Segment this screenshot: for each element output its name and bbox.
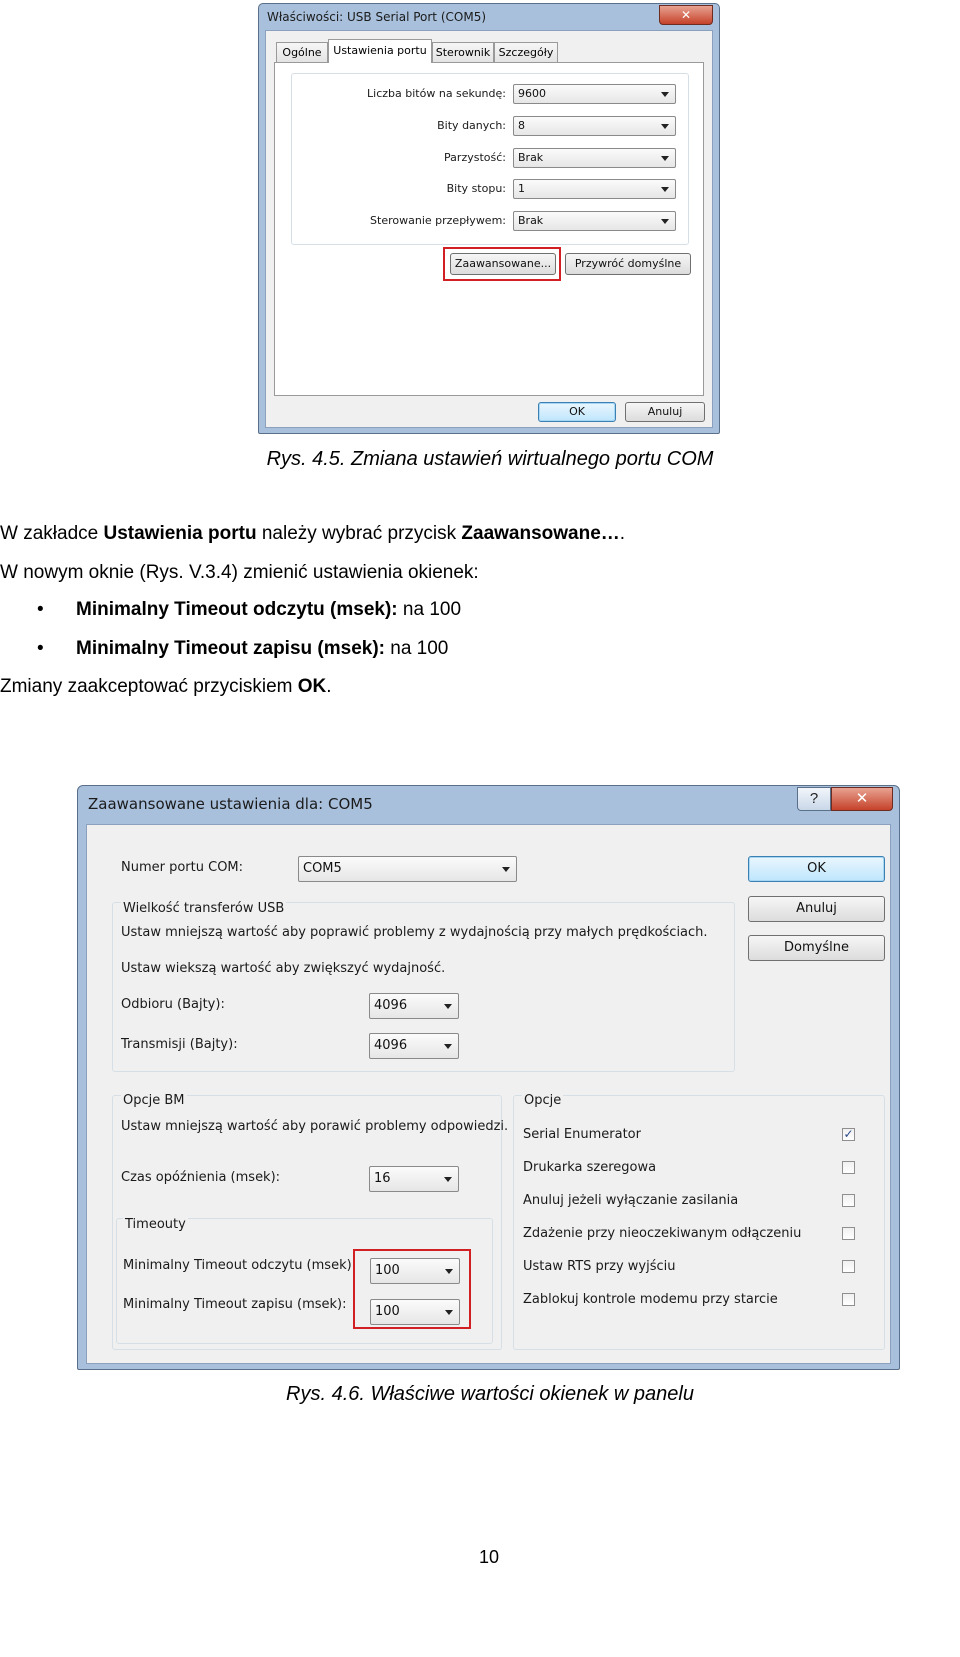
stop-bits-select[interactable]	[513, 179, 676, 199]
combo-value: 8	[518, 119, 525, 132]
chevron-down-icon	[661, 187, 669, 192]
close-icon: ✕	[680, 8, 692, 22]
paragraph-line-1	[0, 523, 625, 545]
defaults-button[interactable]	[748, 935, 885, 961]
paragraph-line-3	[0, 676, 332, 698]
text: Zmiany zaakceptować przyciskiem	[0, 676, 298, 697]
group-title: Opcje	[524, 1093, 562, 1108]
button-label: OK	[569, 405, 585, 418]
chevron-down-icon	[502, 867, 510, 872]
chevron-down-icon	[661, 92, 669, 97]
disable-modem-ctrl-checkbox[interactable]	[842, 1293, 855, 1306]
tab-label: Ogólne	[282, 46, 322, 59]
flow-control-select[interactable]	[513, 211, 676, 231]
bold-text: OK	[297, 676, 327, 697]
close-button[interactable]	[659, 5, 713, 25]
option-label: Zdażenie przy nieoczekiwanym odłączeniu	[523, 1226, 802, 1241]
group-title: Opcje BM	[123, 1093, 185, 1108]
dialog-title: Właściwości: USB Serial Port (COM5)	[267, 10, 487, 24]
cancel-power-off-checkbox[interactable]	[842, 1194, 855, 1207]
close-button[interactable]	[831, 787, 893, 811]
tab-label: Szczegóły	[498, 46, 554, 59]
ok-button[interactable]	[538, 402, 616, 422]
com-port-select[interactable]	[298, 856, 517, 882]
option-label: Serial Enumerator	[523, 1127, 641, 1142]
check-icon: ✓	[843, 1127, 854, 1141]
cancel-button[interactable]	[625, 402, 705, 422]
button-label: Przywróć domyślne	[574, 257, 682, 270]
read-timeout-label: Minimalny Timeout odczytu (msek):	[123, 1258, 357, 1273]
chevron-down-icon	[444, 1004, 452, 1009]
bold-text: Minimalny Timeout odczytu (msek):	[76, 599, 398, 620]
button-label: Zaawansowane...	[454, 257, 552, 270]
baud-rate-select[interactable]	[513, 84, 676, 104]
dialog-client	[265, 30, 713, 428]
flow-control-label: Sterowanie przepływem:	[370, 214, 506, 227]
combo-value: Brak	[518, 214, 544, 227]
restore-defaults-button[interactable]	[565, 253, 691, 275]
text: na 100	[384, 638, 449, 659]
latency-select[interactable]	[369, 1166, 459, 1192]
advanced-settings-dialog	[77, 785, 900, 1370]
text: W zakładce	[0, 523, 104, 544]
bm-hint: Ustaw mniejszą wartość aby porawić problemy odpowiedzi.	[121, 1119, 509, 1134]
tab-label: Ustawienia portu	[333, 44, 427, 57]
button-label: Anuluj	[796, 901, 837, 916]
rts-on-close-checkbox[interactable]	[842, 1260, 855, 1273]
data-bits-label: Bity danych:	[437, 119, 506, 132]
group-title: Wielkość transferów USB	[123, 901, 285, 916]
surprise-removal-checkbox[interactable]	[842, 1227, 855, 1240]
help-button[interactable]	[797, 787, 831, 811]
usb-hint-large: Ustaw wiekszą wartość aby zwiększyć wydajność.	[121, 961, 446, 976]
chevron-down-icon	[444, 1044, 452, 1049]
chevron-down-icon	[661, 219, 669, 224]
tab-driver[interactable]	[432, 42, 494, 62]
button-label: Domyślne	[784, 940, 849, 955]
figure-caption-2: Rys. 4.6. Właściwe wartości okienek w panelu	[286, 1383, 694, 1405]
combo-value: 100	[375, 1263, 400, 1278]
dialog-client	[86, 824, 891, 1364]
cancel-button[interactable]	[748, 896, 885, 922]
tab-port-settings[interactable]	[328, 39, 432, 63]
ok-button[interactable]	[748, 856, 885, 882]
combo-value: 9600	[518, 87, 546, 100]
usb-hint-small: Ustaw mniejszą wartość aby poprawić problemy z wydajnością przy małych prędkościach.	[121, 925, 708, 940]
transmit-size-select[interactable]	[369, 1033, 459, 1059]
help-icon: ?	[809, 790, 819, 807]
highlight-box	[353, 1249, 471, 1329]
serial-printer-checkbox[interactable]	[842, 1161, 855, 1174]
text: .	[619, 523, 626, 544]
close-icon: ✕	[855, 790, 869, 807]
group-title: Timeouty	[125, 1217, 186, 1232]
option-label: Ustaw RTS przy wyjściu	[523, 1259, 676, 1274]
serial-enumerator-checkbox[interactable]	[842, 1128, 855, 1141]
tab-page	[274, 62, 704, 396]
combo-value: 4096	[374, 1038, 408, 1053]
data-bits-select[interactable]	[513, 116, 676, 136]
baud-rate-label: Liczba bitów na sekundę:	[367, 87, 506, 100]
bold-text: Minimalny Timeout zapisu (msek):	[76, 638, 385, 659]
page-number: 10	[478, 1547, 500, 1567]
bullet-icon: •	[37, 638, 44, 659]
bold-text: Ustawienia portu	[103, 523, 257, 544]
com-port-label: Numer portu COM:	[121, 860, 244, 875]
button-label: OK	[807, 861, 826, 876]
stop-bits-label: Bity stopu:	[446, 182, 506, 195]
bold-text: Zaawansowane…	[461, 523, 620, 544]
text: na 100	[397, 599, 462, 620]
option-label: Zablokuj kontrole modemu przy starcie	[523, 1292, 778, 1307]
option-label: Anuluj jeżeli wyłączanie zasilania	[523, 1193, 739, 1208]
tab-general[interactable]	[276, 42, 328, 62]
latency-label: Czas opóźnienia (msek):	[121, 1170, 281, 1185]
chevron-down-icon	[444, 1177, 452, 1182]
combo-value: COM5	[303, 861, 342, 876]
button-label: Anuluj	[647, 405, 683, 418]
write-timeout-label: Minimalny Timeout zapisu (msek):	[123, 1297, 347, 1312]
figure-caption-1: Rys. 4.5. Zmiana ustawień wirtualnego portu COM	[266, 448, 714, 470]
paragraph-line-2: W nowym oknie (Rys. V.3.4) zmienić ustawienia okienek:	[0, 562, 479, 583]
port-properties-dialog	[258, 3, 720, 434]
combo-value: 4096	[374, 998, 408, 1013]
combo-value: 100	[375, 1304, 400, 1319]
text: .	[326, 676, 332, 697]
combo-value: 16	[374, 1171, 391, 1186]
dialog-title: Zaawansowane ustawienia dla: COM5	[88, 795, 373, 813]
parity-select[interactable]	[513, 148, 676, 168]
transmit-size-label: Transmisji (Bajty):	[121, 1037, 238, 1052]
tab-label: Sterownik	[435, 46, 491, 59]
highlight-box	[443, 247, 561, 281]
text: należy wybrać przycisk	[256, 523, 462, 544]
chevron-down-icon	[661, 124, 669, 129]
combo-value: 1	[518, 182, 525, 195]
receive-size-label: Odbioru (Bajty):	[121, 997, 225, 1012]
parity-label: Parzystość:	[444, 151, 506, 164]
bullet-icon: •	[37, 599, 44, 620]
chevron-down-icon	[661, 156, 669, 161]
receive-size-select[interactable]	[369, 993, 459, 1019]
tab-details[interactable]	[494, 42, 558, 62]
option-label: Drukarka szeregowa	[523, 1160, 657, 1175]
combo-value: Brak	[518, 151, 544, 164]
